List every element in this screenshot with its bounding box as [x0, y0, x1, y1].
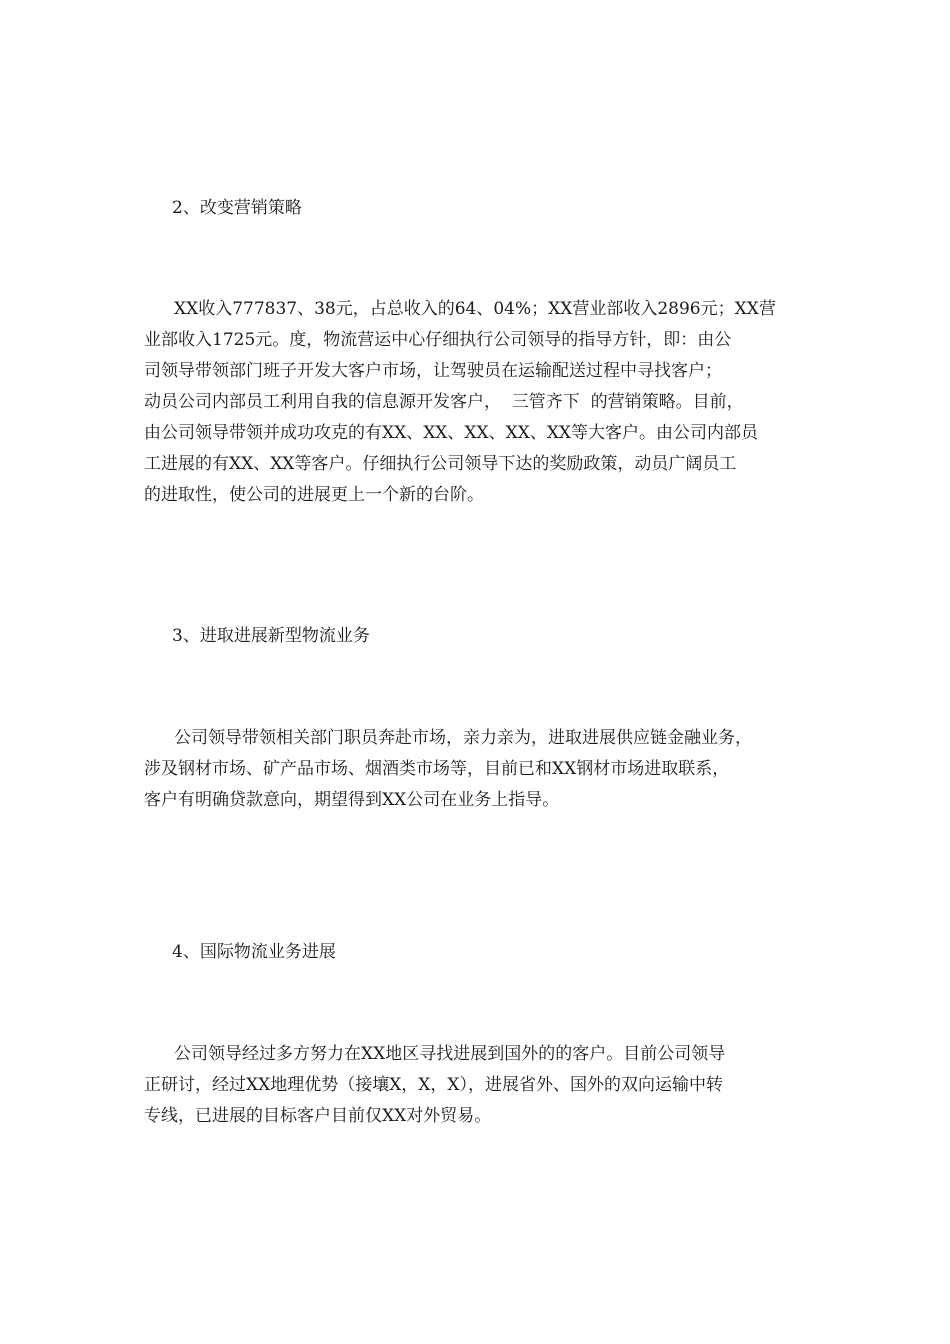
- section-heading-2: 2、改变营销策略: [172, 198, 302, 218]
- paragraph-line: 正研讨，经过XX地理优势（接壤X，X，X），进展省外、国外的双向运输中转: [144, 1075, 724, 1095]
- paragraph-line: 公司领导带领相关部门职员奔赴市场，亲力亲为，进取进展供应链金融业务，: [174, 728, 752, 748]
- paragraph-line: 工进展的有XX、XX等客户。仔细执行公司领导下达的奖励政策，动员广阔员工: [144, 454, 737, 474]
- paragraph-international-logistics: [144, 1039, 814, 1132]
- paragraph-line: 业部收入1725元。度，物流营运中心仔细执行公司领导的指导方针，即：由公: [144, 330, 732, 350]
- paragraph-line: 动员公司内部员工利用自我的信息源开发客户， 三管齐下 的营销策略。目前，: [144, 392, 744, 412]
- paragraph-line: 专线，已进展的目标客户目前仅XX对外贸易。: [144, 1106, 492, 1126]
- section-heading-4: 4、国际物流业务进展: [172, 942, 336, 962]
- paragraph-line: 司领导带领部门班子开发大客户市场，让驾驶员在运输配送过程中寻找客户；: [144, 361, 722, 381]
- paragraph-line: 公司领导经过多方努力在XX地区寻找进展到国外的的客户。目前公司领导: [174, 1044, 726, 1064]
- paragraph-new-logistics: [144, 723, 814, 816]
- paragraph-line: 的进取性，使公司的进展更上一个新的台阶。: [144, 485, 484, 505]
- paragraph-line: 涉及钢材市场、矿产品市场、烟酒类市场等，目前已和XX钢材市场进取联系，: [144, 759, 730, 779]
- paragraph-marketing-strategy: [144, 294, 814, 511]
- paragraph-line: XX收入777837、38元，占总收入的64、04%；XX营业部收入2896元；XX营: [174, 299, 776, 319]
- section-heading-3: 3、进取进展新型物流业务: [172, 626, 370, 646]
- paragraph-line: 客户有明确贷款意向，期望得到XX公司在业务上指导。: [144, 790, 560, 810]
- paragraph-line: 由公司领导带领并成功攻克的有XX、XX、XX、XX、XX等大客户。由公司内部员: [144, 423, 759, 443]
